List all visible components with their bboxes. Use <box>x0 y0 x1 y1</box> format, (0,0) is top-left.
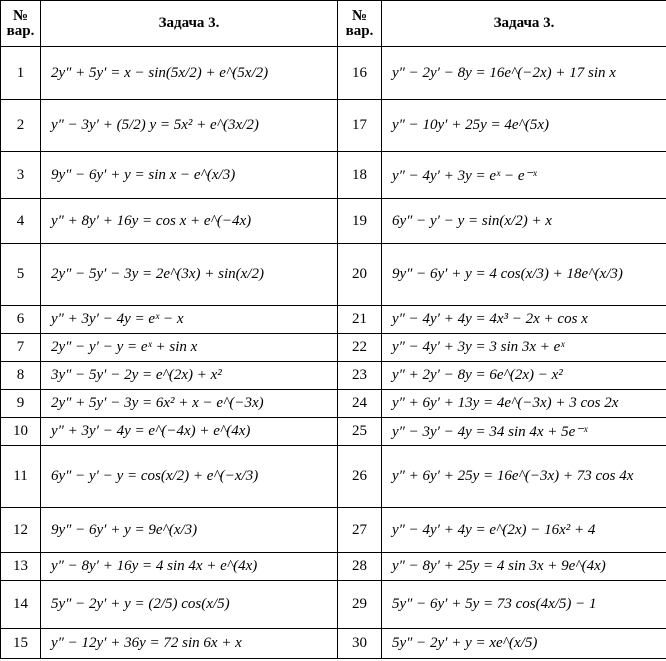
equation: y″ − 4y′ + 4y = e^(2x) − 16x² + 4 <box>382 508 666 553</box>
table-row <box>1 390 666 418</box>
variant-number: 4 <box>1 199 41 244</box>
table-row <box>1 362 666 390</box>
variant-number: 28 <box>338 553 382 581</box>
table-row <box>1 47 666 100</box>
equation: 9y″ − 6y′ + y = 9e^(x/3) <box>41 508 338 553</box>
table-row <box>1 418 666 446</box>
variant-number: 30 <box>338 629 382 659</box>
table-row <box>1 508 666 553</box>
header-left-task: Задача 3. <box>41 1 338 47</box>
equation: 2y″ − y′ − y = eˣ + sin x <box>41 334 338 362</box>
equation: 5y″ − 2y′ + y = xe^(x/5) <box>382 629 666 659</box>
table-row <box>1 446 666 508</box>
variant-number: 27 <box>338 508 382 553</box>
header-row <box>1 1 666 47</box>
equation: 5y″ − 6y′ + 5y = 73 cos(4x/5) − 1 <box>382 581 666 629</box>
equation: y″ + 8y′ + 16y = cos x + e^(−4x) <box>41 199 338 244</box>
equation: 3y″ − 5y′ − 2y = e^(2x) + x² <box>41 362 338 390</box>
equation: 2y″ − 5y′ − 3y = 2e^(3x) + sin(x/2) <box>41 244 338 306</box>
equation: 2y″ + 5y′ = x − sin(5x/2) + e^(5x/2) <box>41 47 338 100</box>
variant-number: 12 <box>1 508 41 553</box>
equation: y″ + 3y′ − 4y = e^(−4x) + e^(4x) <box>41 418 338 446</box>
header-var-label: вар. <box>6 22 35 39</box>
equation: 5y″ − 2y′ + y = (2/5) cos(x/5) <box>41 581 338 629</box>
header-num-label: № <box>12 7 29 24</box>
variant-number: 9 <box>1 390 41 418</box>
variant-number: 29 <box>338 581 382 629</box>
variant-number: 17 <box>338 100 382 152</box>
equation: y″ − 2y′ − 8y = 16e^(−2x) + 17 sin x <box>382 47 666 100</box>
variant-number: 7 <box>1 334 41 362</box>
equation: 2y″ + 5y′ − 3y = 6x² + x − e^(−3x) <box>41 390 338 418</box>
variant-number: 11 <box>1 446 41 508</box>
variant-number: 15 <box>1 629 41 659</box>
equation: 6y″ − y′ − y = sin(x/2) + x <box>382 199 666 244</box>
table-row <box>1 334 666 362</box>
table-row <box>1 244 666 306</box>
variant-number: 26 <box>338 446 382 508</box>
header-left-num <box>1 1 41 47</box>
table-row <box>1 553 666 581</box>
variant-number: 2 <box>1 100 41 152</box>
equation: y″ − 10y′ + 25y = 4e^(5x) <box>382 100 666 152</box>
table-row <box>1 100 666 152</box>
variant-number: 24 <box>338 390 382 418</box>
variant-number: 1 <box>1 47 41 100</box>
variant-number: 5 <box>1 244 41 306</box>
variant-number: 13 <box>1 553 41 581</box>
equation: y″ − 4y′ + 4y = 4x³ − 2x + cos x <box>382 306 666 334</box>
header-right-num <box>338 1 382 47</box>
equation: y″ − 12y′ + 36y = 72 sin 6x + x <box>41 629 338 659</box>
table-row <box>1 152 666 199</box>
variant-number: 20 <box>338 244 382 306</box>
variant-number: 16 <box>338 47 382 100</box>
equation: 6y″ − y′ − y = cos(x/2) + e^(−x/3) <box>41 446 338 508</box>
equation: y″ + 6y′ + 25y = 16e^(−3x) + 73 cos 4x <box>382 446 666 508</box>
variant-number: 25 <box>338 418 382 446</box>
equation: y″ − 3y′ + (5/2) y = 5x² + e^(3x/2) <box>41 100 338 152</box>
header-var-label: вар. <box>345 22 374 39</box>
variant-number: 3 <box>1 152 41 199</box>
table-row <box>1 629 666 659</box>
equation: 9y″ − 6y′ + y = sin x − e^(x/3) <box>41 152 338 199</box>
equation: y″ + 2y′ − 8y = 6e^(2x) − x² <box>382 362 666 390</box>
variant-number: 19 <box>338 199 382 244</box>
equation: y″ − 3y′ − 4y = 34 sin 4x + 5e⁻ˣ <box>382 418 666 446</box>
header-num-label: № <box>351 7 368 24</box>
equation: y″ − 8y′ + 25y = 4 sin 3x + 9e^(4x) <box>382 553 666 581</box>
variant-number: 22 <box>338 334 382 362</box>
header-right-task: Задача 3. <box>382 1 666 47</box>
variant-number: 10 <box>1 418 41 446</box>
variant-number: 14 <box>1 581 41 629</box>
table-row <box>1 199 666 244</box>
equation: y″ − 4y′ + 3y = 3 sin 3x + eˣ <box>382 334 666 362</box>
equation: y″ + 6y′ + 13y = 4e^(−3x) + 3 cos 2x <box>382 390 666 418</box>
variant-number: 6 <box>1 306 41 334</box>
variant-number: 8 <box>1 362 41 390</box>
variant-number: 21 <box>338 306 382 334</box>
table-row <box>1 306 666 334</box>
equation: y″ + 3y′ − 4y = eˣ − x <box>41 306 338 334</box>
variant-number: 18 <box>338 152 382 199</box>
equation: 9y″ − 6y′ + y = 4 cos(x/3) + 18e^(x/3) <box>382 244 666 306</box>
table-row <box>1 581 666 629</box>
equation: y″ − 4y′ + 3y = eˣ − e⁻ˣ <box>382 152 666 199</box>
equation: y″ − 8y′ + 16y = 4 sin 4x + e^(4x) <box>41 553 338 581</box>
variant-number: 23 <box>338 362 382 390</box>
